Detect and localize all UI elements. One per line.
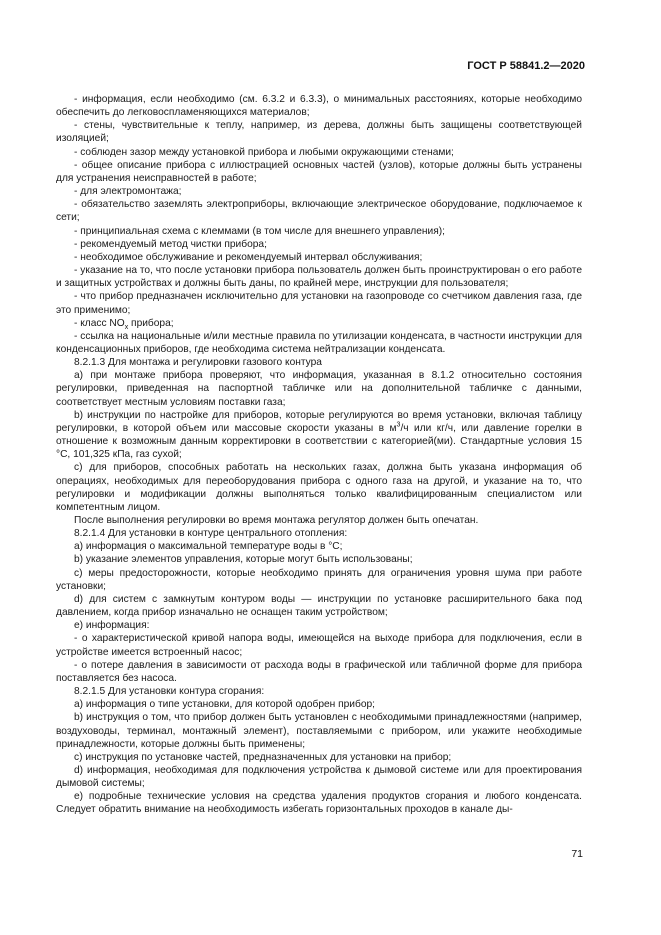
paragraph: a) информация о типе установки, для которой одобрен прибор; <box>74 699 375 711</box>
document-body <box>56 93 582 817</box>
paragraph: a) информация о максимальной температуре воды в °С; <box>74 541 343 553</box>
paragraph: e) информация: <box>74 620 150 632</box>
paragraph: b) указание элементов управления, которые могут быть использованы; <box>74 554 413 566</box>
paragraph-nox-class <box>56 317 582 330</box>
paragraph: - стены, чувствительные к теплу, например, из дерева, должны быть защищены соответствующей изоляцией; <box>56 120 582 145</box>
paragraph: - информация, если необходимо (см. 6.3.2 и 6.3.3), о минимальных расстояниях, которые необходимо обеспечить до легковоспламеняющихся материалов; <box>56 94 582 119</box>
paragraph: c) для приборов, способных работать на нескольких газах, должна быть указана информация об операциях, необходимых для переоборудования прибора с одного газа на другой, и указание на то, что регулировки и модификации должны выполняться только квалифицированным специалистом или компетентным лицом. <box>56 462 582 513</box>
paragraph: - о потере давления в зависимости от расхода воды в графической или табличной форме для прибора поставляется без насоса. <box>56 659 582 684</box>
paragraph: - рекомендуемый метод чистки прибора; <box>74 238 267 250</box>
paragraph: 8.2.1.3 Для монтажа и регулировки газового контура <box>74 357 322 369</box>
paragraph: - ссылка на национальные и/или местные правила по утилизации конденсата, в частности инструкции для конденсационных приборов, где необходима система нейтрализации конденсата. <box>56 330 582 355</box>
paragraph-adjustment-table <box>56 409 582 462</box>
paragraph: c) меры предосторожности, которые необходимо принять для ограничения уровня шума при работе установки; <box>56 567 582 592</box>
paragraph: - соблюден зазор между установкой прибора и любыми окружающими стенами; <box>74 146 454 158</box>
paragraph: e) подробные технические условия на средства удаления продуктов сгорания и любого конденсата. Следует обратить внимание на необходимость избегать горизонтальных проходов в канале ды- <box>56 791 582 816</box>
paragraph: d) информация, необходимая для подключения устройства к дымовой системе или для проектирования дымовой системы; <box>56 764 582 790</box>
paragraph: - что прибор предназначен исключительно для установки на газопроводе со счетчиком давления газа, где это применимо; <box>56 291 582 316</box>
cubic-superscript: 3 <box>396 421 401 429</box>
paragraph: - общее описание прибора с иллюстрацией основных частей (узлов), которые должны быть устранены для устранения неисправностей в работе; <box>56 159 582 184</box>
paragraph: a) при монтаже прибора проверяют, что информация, указанная в 8.1.2 относительно состояния регулировки, приведенная на паспортной табличке или на дополнительной табличке с данными, соответствует местным условиям поставки газа; <box>56 370 582 408</box>
paragraph: - указание на то, что после установки прибора пользователь должен быть проинструктирован о его работе и защитных устройствах и должны быть даны, по крайней мере, инструкции для пользователя; <box>56 265 582 290</box>
paragraph: c) инструкция по установке частей, предназначенных для установки на прибор; <box>74 751 452 763</box>
page-number: 71 <box>571 848 583 860</box>
paragraph: - необходимое обслуживание и рекомендуемый интервал обслуживания; <box>74 251 423 263</box>
paragraph: d) для систем с замкнутым контуром воды — инструкции по установке расширительного бака под давлением, когда прибор изначально не оснащен таким устройством; <box>56 593 582 619</box>
paragraph: После выполнения регулировки во время монтажа регулятор должен быть опечатан. <box>74 515 479 526</box>
paragraph: - о характеристической кривой напора воды, имеющейся на выходе прибора для подключения, если в устройстве имеется встроенный насос; <box>56 633 582 658</box>
paragraph: - принципиальная схема с клеммами (в том числе для внешнего управления); <box>74 225 445 237</box>
nox-subscript: x <box>124 323 129 331</box>
adjustment-text-1: b) инструкции по настройке для приборов, которые регулируются во время установки, включая таблицу регулировки, в которой объем или массовые скорости указаны в м <box>56 409 582 434</box>
nox-text-after: прибора; <box>128 317 174 329</box>
paragraph: 8.2.1.4 Для установки в контуре центрального отопления: <box>74 528 348 540</box>
paragraph: 8.2.1.5 Для установки контура сгорания: <box>74 686 265 698</box>
document-id: ГОСТ Р 58841.2—2020 <box>467 60 585 72</box>
paragraph: - обязательство заземлять электроприборы, включающие электрическое оборудование, подключаемое к сети; <box>56 199 582 224</box>
adjustment-text-2: /ч или кг/ч, или давление горелки в отношение к возможным данным корректировки в соответствии с категорией(ми). Стандартные условия 15 °С, 101,325 кПа, газ сухой; <box>56 422 582 461</box>
nox-text-before: - класс NO <box>74 317 125 329</box>
paragraph: - для электромонтажа; <box>74 186 182 198</box>
paragraph: b) инструкция о том, что прибор должен быть установлен с необходимыми принадлежностями (например, воздуховоды, терминал, монтажный элемент), поставляемыми с прибором, или укажите необходимые принадлежности, которые должны быть применены; <box>56 712 582 750</box>
